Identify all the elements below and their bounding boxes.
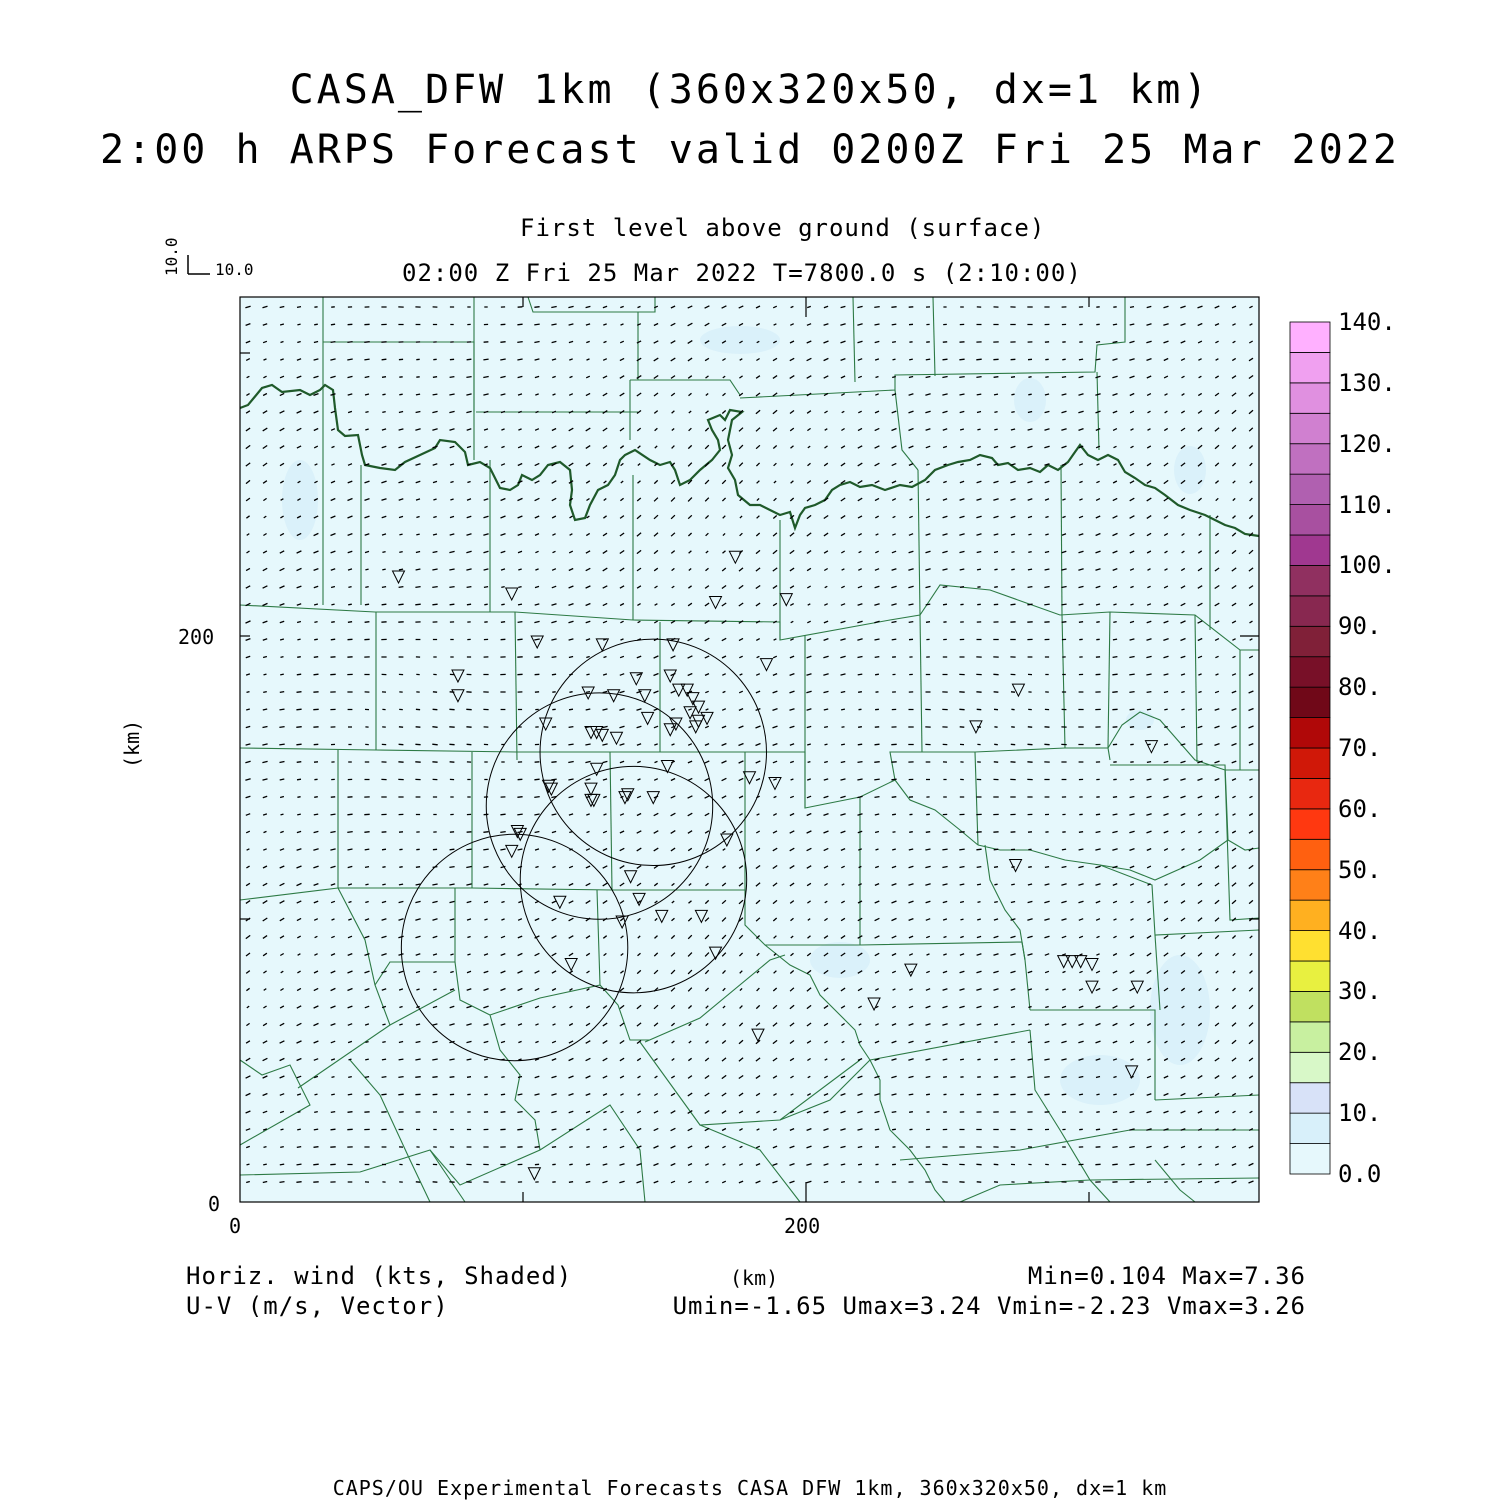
min-max-readout: Min=0.104 Max=7.36 bbox=[1027, 1262, 1306, 1290]
colorbar-label: 50. bbox=[1338, 855, 1382, 884]
colorbar-segment bbox=[1290, 1113, 1330, 1143]
colorbar-label: 110. bbox=[1338, 490, 1396, 519]
reference-vector-icon bbox=[188, 255, 210, 274]
colorbar-segment bbox=[1290, 322, 1330, 352]
colorbar-label: 70. bbox=[1338, 734, 1382, 762]
colorbar-label: 20. bbox=[1338, 1038, 1382, 1067]
colorbar-segment bbox=[1290, 565, 1330, 595]
colorbar-segment bbox=[1290, 535, 1330, 565]
colorbar-segment bbox=[1290, 505, 1330, 535]
colorbar-segment bbox=[1290, 352, 1330, 382]
colorbar-segment bbox=[1290, 687, 1330, 717]
colorbar-label: 130. bbox=[1338, 368, 1396, 397]
colorbar-segment bbox=[1290, 870, 1330, 900]
colorbar-label: 60. bbox=[1338, 794, 1382, 823]
colorbar-segment bbox=[1290, 596, 1330, 626]
colorbar bbox=[1290, 322, 1330, 1174]
colorbar-label: 100. bbox=[1338, 551, 1396, 580]
colorbar-label: 40. bbox=[1338, 916, 1382, 945]
colorbar-segment bbox=[1290, 961, 1330, 991]
title-line-1: CASA_DFW 1km (360x320x50, dx=1 km) bbox=[289, 67, 1211, 113]
colorbar-label: 80. bbox=[1338, 673, 1382, 702]
y-tick-label-200: 200 bbox=[178, 625, 215, 649]
colorbar-segment bbox=[1290, 718, 1330, 748]
x-tick-label-0: 0 bbox=[229, 1214, 242, 1238]
colorbar-segment bbox=[1290, 1052, 1330, 1082]
colorbar-segment bbox=[1290, 839, 1330, 869]
colorbar-segment bbox=[1290, 991, 1330, 1021]
colorbar-label: 140. bbox=[1338, 308, 1396, 336]
reference-vector-v-label: 10.0 bbox=[162, 237, 181, 276]
vector-label: U-V (m/s, Vector) bbox=[186, 1292, 449, 1320]
colorbar-segment bbox=[1290, 1144, 1330, 1174]
x-tick-label-200: 200 bbox=[784, 1214, 821, 1238]
colorbar-segment bbox=[1290, 1083, 1330, 1113]
uv-min-max-readout: Umin=-1.65 Umax=3.24 Vmin=-2.23 Vmax=3.26 bbox=[672, 1292, 1306, 1320]
credit-line: CAPS/OU Experimental Forecasts CASA DFW 1km, 360x320x50, dx=1 km bbox=[332, 1476, 1168, 1500]
colorbar-label: 90. bbox=[1338, 612, 1382, 641]
colorbar-label: 30. bbox=[1338, 977, 1382, 1006]
colorbar-segment bbox=[1290, 474, 1330, 504]
colorbar-label: 0.0 bbox=[1338, 1160, 1382, 1188]
valid-time-line: 02:00 Z Fri 25 Mar 2022 T=7800.0 s (2:10:00) bbox=[402, 259, 1082, 287]
y-tick-label-0: 0 bbox=[208, 1192, 221, 1216]
colorbar-segment bbox=[1290, 809, 1330, 839]
colorbar-segment bbox=[1290, 1022, 1330, 1052]
colorbar-label: 120. bbox=[1338, 429, 1396, 458]
colorbar-segment bbox=[1290, 383, 1330, 413]
colorbar-segment bbox=[1290, 626, 1330, 656]
colorbar-segment bbox=[1290, 900, 1330, 930]
title-line-2: 2:00 h ARPS Forecast valid 0200Z Fri 25 Mar 2022 bbox=[100, 127, 1400, 173]
colorbar-segment bbox=[1290, 413, 1330, 443]
level-subtitle: First level above ground (surface) bbox=[520, 214, 1046, 242]
colorbar-segment bbox=[1290, 748, 1330, 778]
field-label: Horiz. wind (kts, Shaded) bbox=[186, 1262, 573, 1290]
colorbar-segment bbox=[1290, 444, 1330, 474]
colorbar-segment bbox=[1290, 778, 1330, 808]
y-axis-unit: (km) bbox=[120, 719, 144, 768]
reference-vector-u-label: 10.0 bbox=[215, 260, 254, 279]
colorbar-segment bbox=[1290, 657, 1330, 687]
colorbar-segment bbox=[1290, 931, 1330, 961]
x-axis-unit: (km) bbox=[730, 1266, 779, 1290]
colorbar-label: 10. bbox=[1338, 1099, 1382, 1128]
